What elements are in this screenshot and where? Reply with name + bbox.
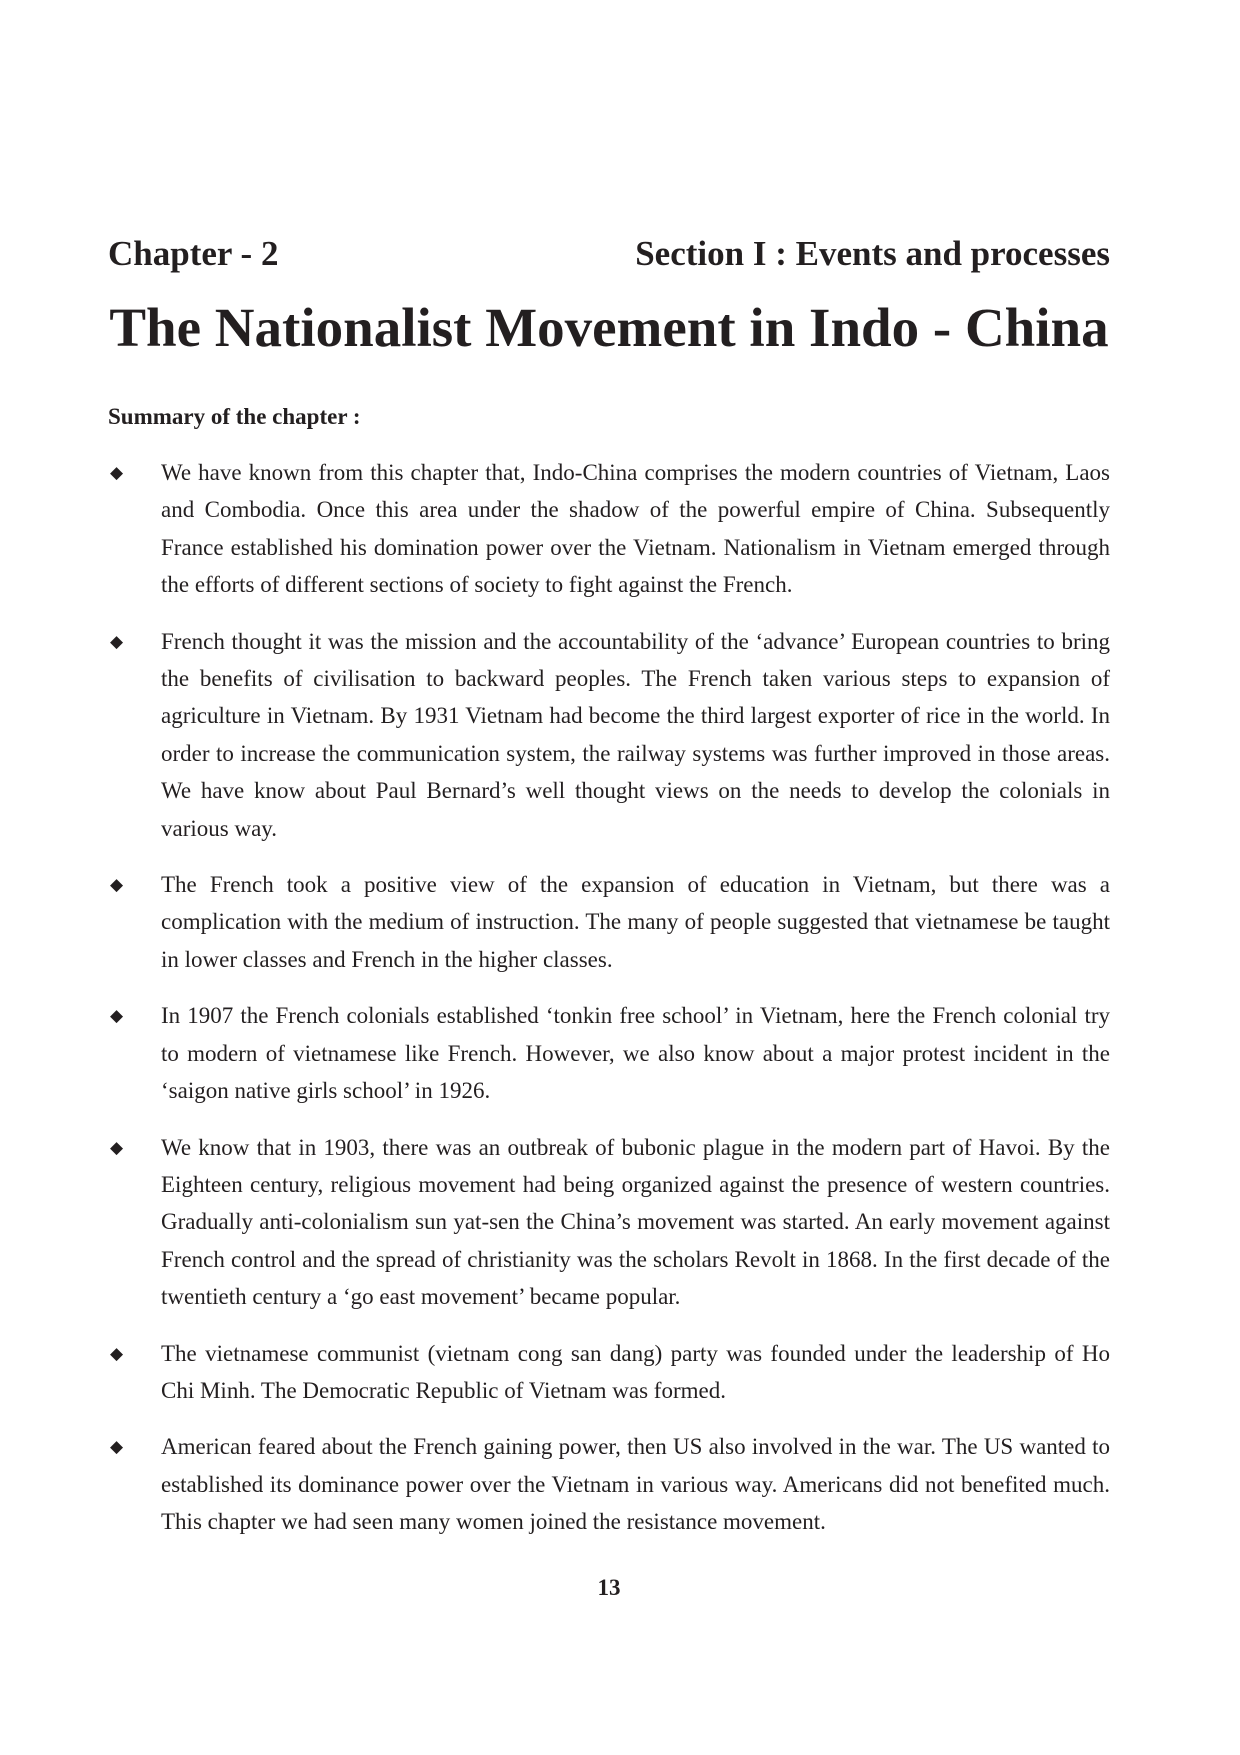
- summary-bullet-item: [108, 1129, 1110, 1316]
- summary-bullet-item: [108, 997, 1110, 1109]
- bullet-text: The vietnamese communist (vietnam cong san dang) party was founded under the leadership of Ho Chi Minh. The Democratic Republic of Vietnam was formed.: [161, 1340, 1110, 1403]
- chapter-header: [108, 234, 1110, 284]
- summary-bullet-item: [108, 454, 1110, 604]
- bullet-text: French thought it was the mission and the accountability of the ‘advance’ European countries to bring the benefits of civilisation to backward peoples. The French taken various steps to expansion of agriculture in Vietnam. By 1931 Vietnam had become the third largest exporter of rice in the world. In order to increase the communication system, the railway systems was further improved in those areas. We have know about Paul Bernard’s well thought views on the needs to develop the colonials in various way.: [161, 628, 1110, 841]
- summary-bullet-item: [108, 1335, 1110, 1410]
- diamond-bullet-icon: ◆: [110, 1437, 124, 1457]
- diamond-bullet-icon: ◆: [110, 875, 124, 895]
- bullet-text: The French took a positive view of the expansion of education in Vietnam, but there was a complication with the medium of instruction. The many of people suggested that vietnamese be taught in lower classes and French in the higher classes.: [161, 872, 1110, 972]
- section-label: Section I : Events and processes: [635, 234, 1110, 273]
- summary-bullet-list: [108, 454, 1110, 1560]
- bullet-text: We have known from this chapter that, Indo-China comprises the modern countries of Vietnam, Laos and Combodia. Once this area under the shadow of the powerful empire of China. Subsequently France established his domination power over the Vietnam. Nationalism in Vietnam emerged through the efforts of different sections of society to fight against the French.: [161, 460, 1110, 598]
- diamond-bullet-icon: ◆: [110, 1343, 124, 1363]
- bullet-text: In 1907 the French colonials established ‘tonkin free school’ in Vietnam, here the French colonial try to modern of vietnamese like French. However, we also know about a major protest incident in the ‘saigon native girls school’ in 1926.: [161, 1003, 1110, 1104]
- summary-bullet-item: [108, 1428, 1110, 1540]
- diamond-bullet-icon: ◆: [110, 463, 124, 482]
- bullet-text: American feared about the French gaining power, then US also involved in the war. The US wanted to established its dominance power over the Vietnam in various way. Americans did not benefited much. This chapter we had seen many women joined the resistance movement.: [161, 1434, 1110, 1535]
- diamond-bullet-icon: ◆: [110, 1137, 124, 1157]
- summary-heading: Summary of the chapter :: [108, 404, 361, 429]
- page-title: The Nationalist Movement in Indo - China: [109, 297, 1109, 358]
- diamond-bullet-icon: ◆: [110, 631, 124, 651]
- chapter-label: Chapter - 2: [108, 234, 279, 273]
- bullet-text: We know that in 1903, there was an outbreak of bubonic plague in the modern part of Havoi. By the Eighteen century, religious movement had being organized against the presence of western countries. Gradually anti-colonialism sun yat-sen the China’s movement was started. An early movement against French control and the spread of christianity was the scholars Revolt in 1868. In the first decade of the twentieth century a ‘go east movement’ became popular.: [161, 1134, 1110, 1310]
- page-number: 13: [597, 1575, 621, 1600]
- summary-bullet-item: [108, 623, 1110, 847]
- diamond-bullet-icon: ◆: [110, 1006, 124, 1026]
- summary-bullet-item: [108, 866, 1110, 978]
